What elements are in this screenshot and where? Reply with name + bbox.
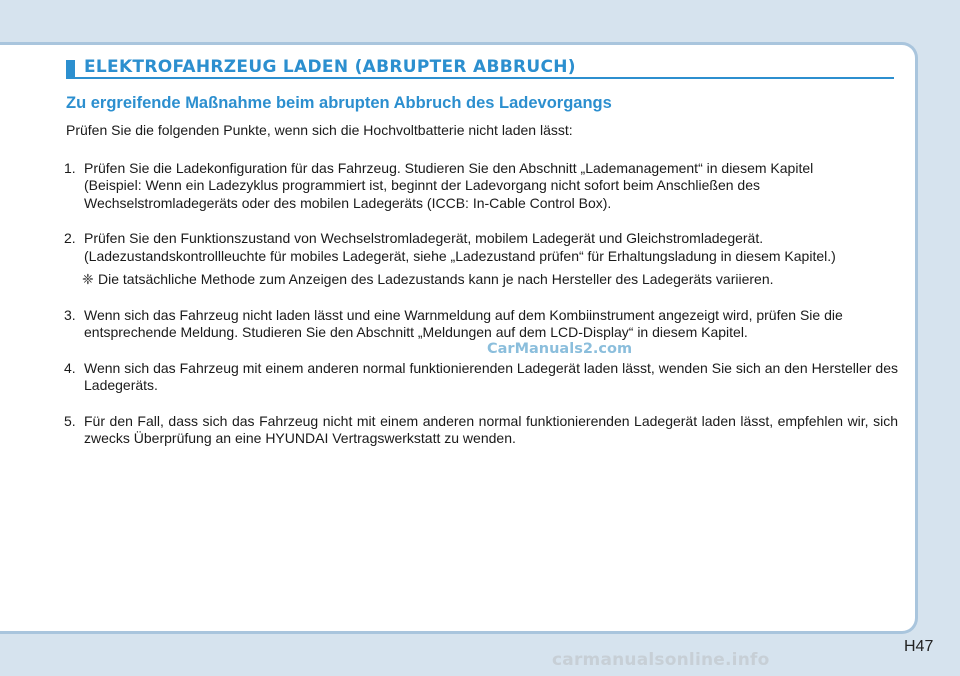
list-number: 3.: [64, 306, 76, 323]
list-text: Wenn sich das Fahrzeug nicht laden lässt und eine Warnmeldung auf dem Kombiinstrument angezeigt wird, prüfen Sie die entsprechende Meldung. Studieren Sie den Abschnitt „Meldungen auf dem LCD-Display“ in diesem Kapitel.: [84, 306, 843, 340]
list-text: Prüfen Sie den Funktionszustand von Wechselstromladegerät, mobilem Ladegerät und Gleichstromladegerät. (Ladezustandskontrollleuchte für mobiles Ladegerät, siehe „Ladezustand prüfen“ für Erhaltungsladung in diesem Kapitel.): [84, 230, 836, 264]
list-text: Wenn sich das Fahrzeug mit einem anderen normal funktionierenden Ladegerät laden lässt, wenden Sie sich an den Hersteller des Ladegeräts.: [84, 359, 898, 393]
page-number: H47: [904, 638, 934, 655]
section-title: ELEKTROFAHRZEUG LADEN (ABRUPTER ABBRUCH): [84, 57, 576, 77]
list-text: Für den Fall, dass sich das Fahrzeug nicht mit einem anderen normal funktionierenden Ladegerät laden lässt, empfehlen wir, sich zwecks Überprüfung an eine HYUNDAI Vertragswerkstatt zu wenden.: [84, 412, 898, 446]
subheading: Zu ergreifende Maßnahme beim abrupten Abbruch des Ladevorgangs: [66, 94, 612, 112]
list-number: 4.: [64, 359, 76, 376]
intro-text: Prüfen Sie die folgenden Punkte, wenn sich die Hochvoltbatterie nicht laden lässt:: [66, 122, 573, 138]
list-item-4: [64, 360, 898, 395]
content-body: [64, 122, 898, 466]
section-divider: [66, 77, 894, 79]
list-number: 5.: [64, 412, 76, 429]
list-item-body: [84, 230, 898, 289]
list-number: 1.: [64, 159, 76, 176]
list-item-2: [64, 230, 898, 289]
footer-watermark: carmanualsonline.info: [552, 650, 770, 670]
note-text: Die tatsächliche Methode zum Anzeigen des Ladezustands kann je nach Hersteller des Ladegeräts variieren.: [98, 271, 774, 287]
note-marker-icon: ❈: [82, 271, 94, 287]
list-item-3: [64, 307, 898, 342]
list-item-1: [64, 160, 898, 213]
list-item-5: [64, 413, 898, 448]
list-item-body: [84, 160, 898, 213]
note: [82, 271, 898, 289]
list-item-body: [84, 413, 898, 448]
list-text: Prüfen Sie die Ladekonfiguration für das Fahrzeug. Studieren Sie den Abschnitt „Lademanagement“ in diesem Kapitel: [84, 159, 814, 176]
list-item-body: [84, 307, 898, 342]
section-marker: [66, 60, 75, 78]
list-item-body: [84, 360, 898, 395]
watermark: CarManuals2.com: [487, 341, 633, 357]
list-text-example: (Beispiel: Wenn ein Ladezyklus programmiert ist, beginnt der Ladevorgang nicht sofort beim Anschließen des Wechselstromladegeräts oder des mobilen Ladegeräts (ICCB: In-Cable Control Box).: [84, 177, 760, 211]
list-number: 2.: [64, 230, 76, 246]
